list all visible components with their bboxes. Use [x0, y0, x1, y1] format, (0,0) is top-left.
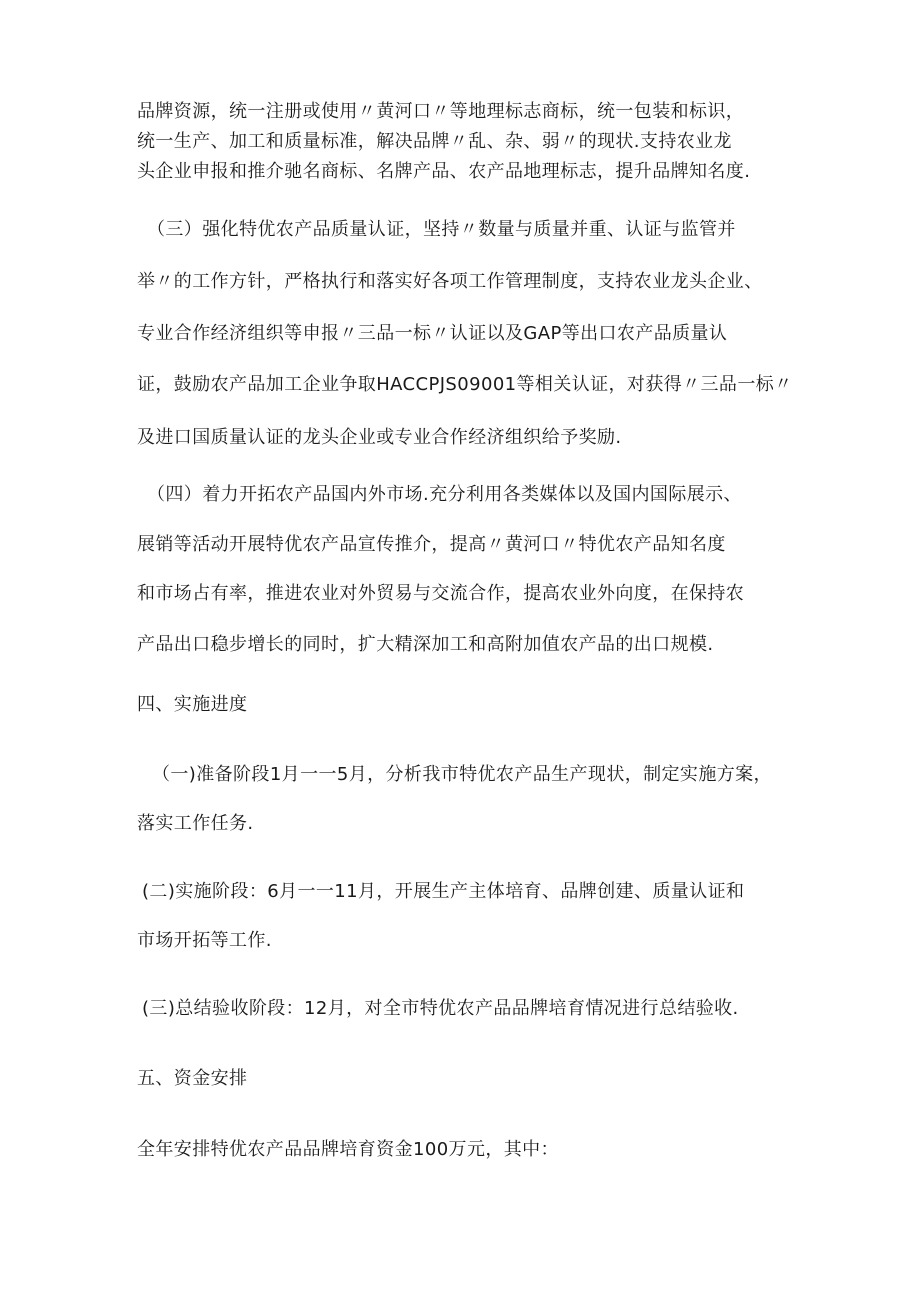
paragraph-line: 和市场占有率，推进农业对外贸易与交流合作，提高农业外向度，在保持农: [137, 583, 745, 604]
paragraph-line: （四）着力开拓农产品国内外市场.充分利用各类媒体以及国内国际展示、: [147, 484, 742, 505]
paragraph-line: 证，鼓励农产品加工企业争取HACCPJS09001等相关认证，对获得〃三品一标〃: [137, 374, 793, 395]
paragraph-line: （一)准备阶段1月一一5月，分析我市特优农产品生产现状，制定实施方案，: [152, 764, 772, 785]
section-heading: 四、实施进度: [137, 694, 248, 715]
paragraph-line: 头企业申报和推介驰名商标、名牌产品、农产品地理标志，提升品牌知名度.: [137, 161, 751, 182]
paragraph-line: 统一生产、加工和质量标准，解决品牌〃乱、杂、弱〃的现状.支持农业龙: [137, 131, 732, 152]
paragraph-line: 展销等活动开展特优农产品宣传推介，提高〃黄河口〃特优农产品知名度: [137, 534, 726, 555]
paragraph-line: 及进口国质量认证的龙头企业或专业合作经济组织给予奖励.: [137, 427, 622, 448]
paragraph-line: (二)实施阶段：6月一一11月，开展生产主体培育、品牌创建、质量认证和: [142, 881, 745, 902]
paragraph-line: 品牌资源，统一注册或使用〃黄河口〃等地理标志商标，统一包装和标识，: [137, 101, 745, 122]
paragraph-line: (三)总结验收阶段：12月，对全市特优农产品品牌培育情况进行总结验收.: [142, 998, 739, 1019]
paragraph-line: 举〃的工作方针，严格执行和落实好各项工作管理制度，支持农业龙头企业、: [137, 271, 763, 292]
paragraph-line: 全年安排特优农产品品牌培育资金100万元，其中：: [137, 1139, 559, 1160]
section-heading: 五、资金安排: [137, 1068, 248, 1089]
paragraph-line: 落实工作任务.: [137, 813, 254, 834]
paragraph-line: 市场开拓等工作.: [137, 930, 272, 951]
paragraph-line: 产品出口稳步增长的同时，扩大精深加工和高附加值农产品的出口规模.: [137, 634, 714, 655]
paragraph-line: 专业合作经济组织等申报〃三品一标〃认证以及GAP等出口农产品质量认: [137, 323, 728, 344]
paragraph-line: （三）强化特优农产品质量认证，坚持〃数量与质量并重、认证与监管并: [147, 219, 736, 240]
